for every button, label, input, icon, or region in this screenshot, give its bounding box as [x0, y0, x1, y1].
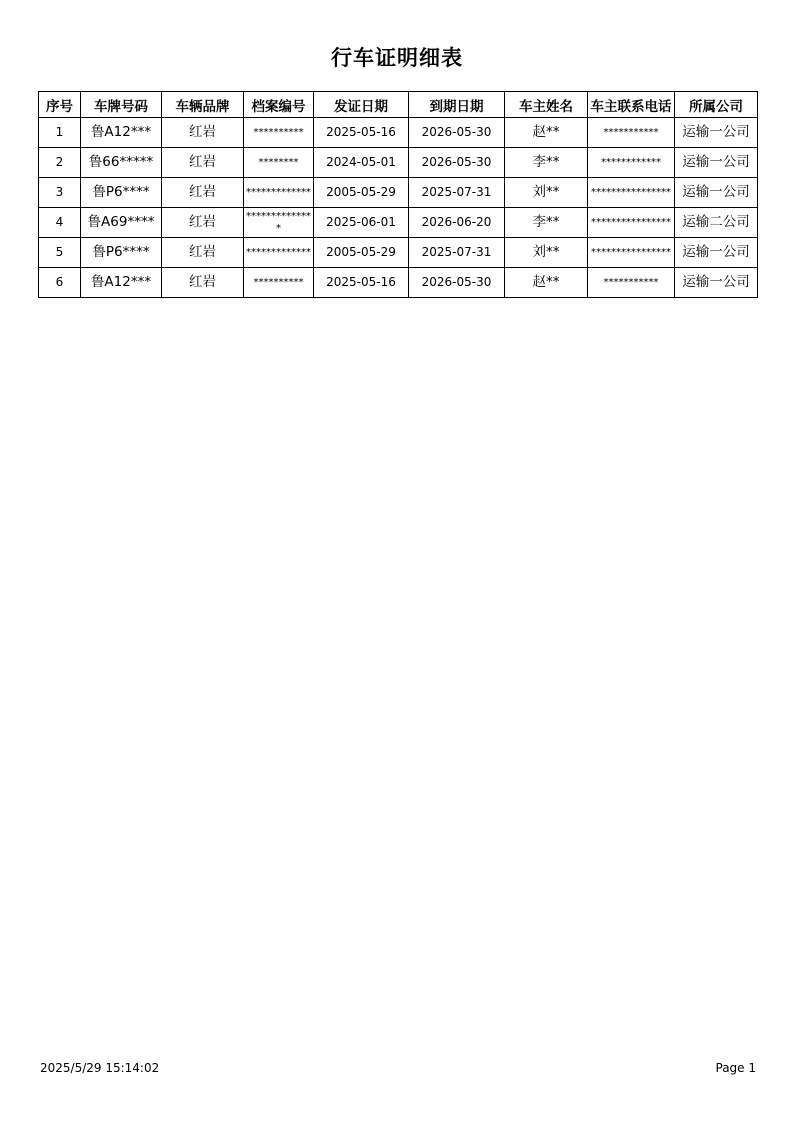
cell-owner-name: 刘**: [505, 238, 588, 268]
cell-vehicle-brand: 红岩: [162, 238, 244, 268]
cell-expiry-date: 2026-05-30: [409, 268, 505, 298]
cell-file-number: **********: [244, 118, 314, 148]
print-timestamp: 2025/5/29 15:14:02: [40, 1061, 160, 1075]
cell-index: 5: [39, 238, 81, 268]
table-row: [39, 178, 758, 208]
cell-plate-number: 鲁A12***: [81, 268, 162, 298]
header-plate-number: 车牌号码: [81, 92, 162, 118]
cell-index: 2: [39, 148, 81, 178]
cell-plate-number: 鲁A12***: [81, 118, 162, 148]
cell-owner-phone: ************: [588, 148, 675, 178]
cell-plate-number: 鲁A69****: [81, 208, 162, 238]
page-title: 行车证明细表: [331, 45, 463, 70]
header-expiry-date: 到期日期: [409, 92, 505, 118]
cell-file-number: ********: [244, 148, 314, 178]
cell-index: 1: [39, 118, 81, 148]
header-company: 所属公司: [675, 92, 758, 118]
table-row: [39, 118, 758, 148]
cell-vehicle-brand: 红岩: [162, 178, 244, 208]
cell-vehicle-brand: 红岩: [162, 118, 244, 148]
cell-issue-date: 2025-06-01: [314, 208, 409, 238]
cell-owner-phone: ****************: [588, 238, 675, 268]
cell-company: 运输二公司: [675, 208, 758, 238]
cell-owner-phone: ***********: [588, 268, 675, 298]
cell-owner-name: 李**: [505, 208, 588, 238]
cell-file-number: **********: [244, 268, 314, 298]
header-issue-date: 发证日期: [314, 92, 409, 118]
cell-company: 运输一公司: [675, 178, 758, 208]
cell-file-number: **************: [244, 208, 314, 238]
cell-file-number: *************: [244, 238, 314, 268]
header-owner-name: 车主姓名: [505, 92, 588, 118]
cell-vehicle-brand: 红岩: [162, 148, 244, 178]
table-row: [39, 268, 758, 298]
cell-owner-name: 赵**: [505, 118, 588, 148]
cell-issue-date: 2025-05-16: [314, 118, 409, 148]
cell-issue-date: 2005-05-29: [314, 238, 409, 268]
cell-expiry-date: 2025-07-31: [409, 238, 505, 268]
cell-company: 运输一公司: [675, 268, 758, 298]
cell-file-number: *************: [244, 178, 314, 208]
cell-expiry-date: 2026-05-30: [409, 118, 505, 148]
cell-plate-number: 鲁P6****: [81, 238, 162, 268]
cell-owner-phone: ****************: [588, 178, 675, 208]
vehicle-license-table: [38, 91, 758, 298]
table-header-row: [39, 92, 758, 118]
cell-issue-date: 2025-05-16: [314, 268, 409, 298]
table-row: [39, 238, 758, 268]
table-row: [39, 208, 758, 238]
cell-owner-name: 李**: [505, 148, 588, 178]
cell-owner-name: 刘**: [505, 178, 588, 208]
cell-issue-date: 2024-05-01: [314, 148, 409, 178]
cell-company: 运输一公司: [675, 118, 758, 148]
header-vehicle-brand: 车辆品牌: [162, 92, 244, 118]
cell-vehicle-brand: 红岩: [162, 208, 244, 238]
header-owner-phone: 车主联系电话: [588, 92, 675, 118]
header-file-number: 档案编号: [244, 92, 314, 118]
cell-expiry-date: 2025-07-31: [409, 178, 505, 208]
cell-issue-date: 2005-05-29: [314, 178, 409, 208]
cell-owner-phone: ****************: [588, 208, 675, 238]
table-row: [39, 148, 758, 178]
cell-index: 6: [39, 268, 81, 298]
cell-expiry-date: 2026-05-30: [409, 148, 505, 178]
cell-vehicle-brand: 红岩: [162, 268, 244, 298]
cell-plate-number: 鲁66*****: [81, 148, 162, 178]
header-index: 序号: [39, 92, 81, 118]
page-number: Page 1: [715, 1061, 756, 1075]
cell-index: 4: [39, 208, 81, 238]
cell-owner-name: 赵**: [505, 268, 588, 298]
cell-plate-number: 鲁P6****: [81, 178, 162, 208]
cell-index: 3: [39, 178, 81, 208]
cell-owner-phone: ***********: [588, 118, 675, 148]
cell-expiry-date: 2026-06-20: [409, 208, 505, 238]
cell-company: 运输一公司: [675, 238, 758, 268]
cell-company: 运输一公司: [675, 148, 758, 178]
